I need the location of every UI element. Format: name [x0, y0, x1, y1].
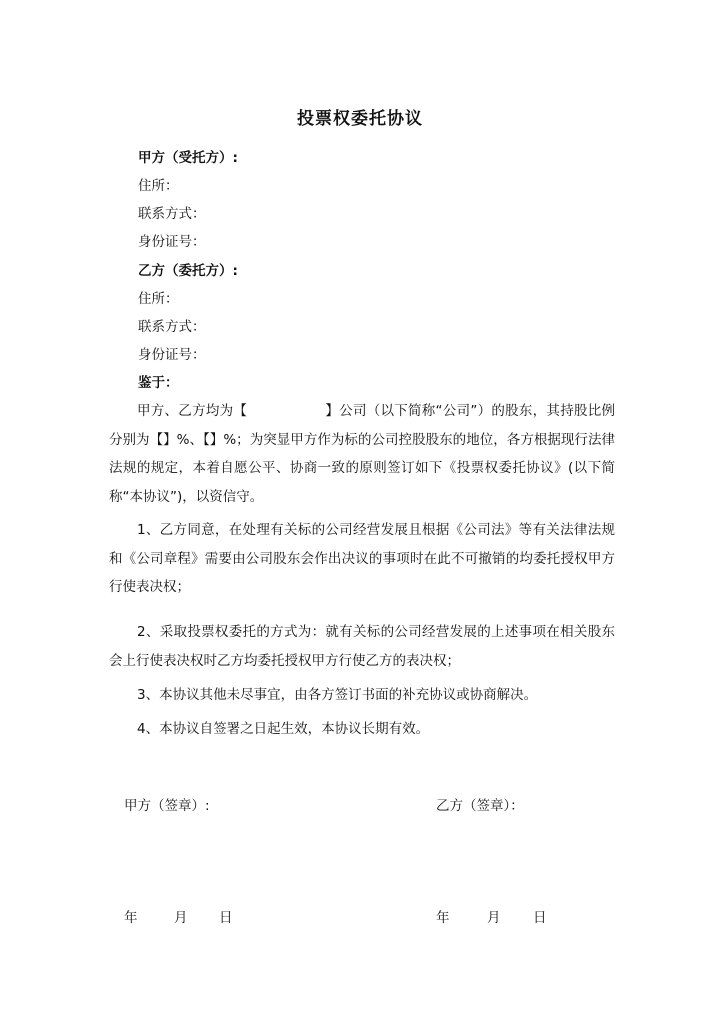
party-b-id-number: 身份证号： [138, 347, 206, 363]
intro-paragraph [109, 397, 615, 511]
party-b-address: 住所： [138, 291, 179, 307]
party-a-date-day: 日 [219, 910, 233, 926]
party-b-date-month: 月 [487, 910, 501, 926]
clause-3: 3、本协议其他未尽事宜，由各方签订书面的补充协议或协商解决。 [137, 687, 538, 703]
party-a-heading: 甲方（受托方）: [138, 150, 238, 166]
party-a-date-month: 月 [174, 910, 188, 926]
intro-part2: 】公司（以下简称“公司”）的股东，其持股比例分别为【】%、【】%；为突显甲方作为标的公司控股股东的地位，各方根据现行法律法规的规定，本着自愿公平、协商一致的原则签订如下《投票权委托协议》(以下简称“本协议”)，以资信守。 [109, 403, 615, 505]
clause-1: 1、乙方同意，在处理有关标的公司经营发展且根据《公司法》等有关法律法规和《公司章程》需要由公司股东会作出决议的事项时在此不可撤销的均委托授权甲方行使表决权； [109, 522, 615, 595]
intro-part1: 甲方、乙方均为【 [137, 403, 248, 419]
document-title: 投票权委托协议 [297, 109, 423, 129]
party-a-address: 住所： [138, 178, 179, 194]
party-b-contact: 联系方式： [138, 319, 206, 335]
party-b-date-day: 日 [533, 910, 547, 926]
party-b-date-year: 年 [436, 910, 450, 926]
clause-4: 4、本协议自签署之日起生效，本协议长期有效。 [137, 721, 430, 737]
party-b-signature-label: 乙方（签章）： [436, 798, 524, 814]
party-b-heading: 乙方（委托方）: [138, 263, 238, 279]
party-a-signature-label: 甲方（签章）: [124, 798, 210, 814]
party-a-id-number: 身份证号： [138, 234, 206, 250]
party-a-date-year: 年 [124, 910, 138, 926]
whereas-heading: 鉴于： [138, 375, 179, 391]
party-a-contact: 联系方式： [138, 206, 206, 222]
clause-2: 2、采取投票权委托的方式为：就有关标的公司经营发展的上述事项在相关股东会上行使表决权时乙方均委托授权甲方行使乙方的表决权； [109, 624, 615, 669]
